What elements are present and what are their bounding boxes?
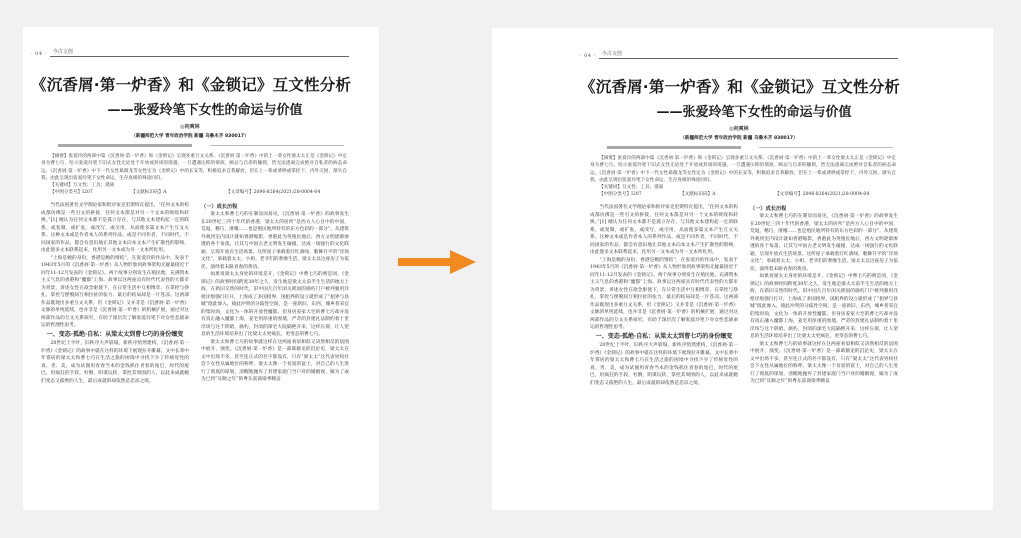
document-page-processed [492, 28, 993, 510]
classification-number: 【中图分类号】I207 [599, 192, 642, 198]
body-columns [31, 202, 349, 385]
body-column-left [590, 204, 738, 387]
header-rule [599, 51, 898, 59]
body-paragraph: 20世纪上半叶，旧秩序大声崩塌，新秩序悄然建构，《沉香屑·第一炉香》《金锁记》的故事中就在这样的环境下展现拉开帷幕，文中长辈中年寡居的梁太太和曹七巧在生活之旅的困境中寻找下少了传统母性的真、善、美，成为试图用青春当本的金钱抓住青春的尾巴，时代的尾巴，用疯狂的手段，枉倒，阴谋玩转，掌控其周围的人，以此来成就她们变态又孤绝的人生，最后成就的却依然是悲凉之境。 [590, 343, 738, 386]
section-heading: 一、变态·孤绝·自私：从梁太太到曹七巧的身份嬗变 [595, 332, 733, 340]
body-paragraph: 当代法国著名文学理论家和批评家克里斯特瓦提出，“任何文本的构成都仿佛是一些引文的拼接，任何文本都是对另一个文本的吸收和转换。”[1] 她认为任何文本都不是孤立存在，与其他文本建构起一定的联系，或复制，或扩张，或改写，或引用，从而使多篇文本产生互文关系。这种文本或是作者本人的系列作品，或是不同作者、不同时代、不同国家的作品，都会有意识地让其他文本向本文本产生扩散性的影响，由此使多文本联系起来，化用另一文本成为另一文本所化用。 [590, 205, 738, 256]
subsection-heading: （一）成长历程 [750, 206, 787, 213]
page-number: · 04 · [31, 51, 47, 57]
thick-divider [607, 146, 741, 149]
body-paragraph: 梁太太和曹七巧的在制显而易见，《沉香屑·第一炉香》的故事发生在20世纪三四十年代的香港，梁太太的居所“是西方人心目中的中国，荒诞，精巧，滑稽……也是殖民地所特有的东方色彩的一部分”。从建筑外观到室内设计就如香港缩影，香港此为英殖民地后，西方文明逐渐渗透的各个角落，让其与中国古老文明发生碰撞，达成一场强行的文化联通，呈现开放式生活场景。这所屋子承载着灯红酒绿，歌舞升平的“洋场文化”，承载着太太、小姐、老爷们的奢靡生活，梁太太以这座房子为依托，演绎着末路青春的黄昏。 [201, 212, 349, 270]
page-sheet [580, 45, 901, 387]
running-head [31, 43, 349, 57]
body-paragraph: 梁太太和曹七巧的故事就这样在这两座看似相似又决然相反的氛围中展开，演变。《沉香屑·第一炉香》是一部葛薇龙的沉沦史，梁太太在文中出场不多，甚至连正式的名字都没有，只有“梁太太”这代表男权社会下女性从属地位的称呼。梁太太像一个贫富的富士，对自己的人生进行了彻底的谋划，清醒地抛弃了封建家庭门当户对的婚姻观，嫁为了成为已到“耳顺之年”的粤东富商梁季腾妾 [750, 341, 898, 385]
thin-divider [210, 145, 344, 146]
classification-row [580, 191, 898, 198]
page-number: · 04 · [580, 53, 596, 59]
document-code: 【文献标识码】A [131, 190, 167, 196]
body-column-right [201, 202, 349, 385]
thin-divider [759, 147, 893, 148]
body-paragraph: 如果说梁太太身处的环境是开，《金锁记》中曹七巧的则是闭，《金锁记》的故事时间跨度30年之久，发生地是梁太太前半生生活的地方上海，在新旧交替的时代，旧中国几百年闭关锁国的腐朽门户被列强用洋枪洋炮强行打开，上海成了多国租界，国租界的设立就形成了“租界与县城”既此渗入，彼此冲突的分歧性空间，是一座新旧，东西，城乡普采宜的集时尚，文化为一体的开放性魔都。但身居姜家大宅的曹七巧却并没有真正融入魔都上海，姜宅用厚重的围墙，严苛的封建礼法制约着十里洋场与这个阴暗，腐朽，封闭的深宅大院隔绝开来，这样压抑，让人窒息的生活环境培养出了比梁太太更疯狂，更变态的曹七巧。 [750, 274, 898, 340]
section-heading: 一、变态·孤绝·自私：从梁太太到曹七巧的身份嬗变 [46, 330, 184, 338]
running-head [580, 45, 898, 59]
journal-name: 今古文创 [52, 49, 73, 55]
right-arrow-icon [398, 250, 476, 274]
divider-rules [580, 146, 898, 149]
author-affiliation: （新疆师范大学 青年政治学院 新疆 乌鲁木齐 830017） [680, 136, 798, 141]
classification-row [31, 189, 349, 196]
body-paragraph: “上海是她的身份，香港是她的情结”，在张爱玲的作品中，发表于1943年5月的《沉香屑·第一炉香》从人物形象到故事架构无疑最接近于同年11-12月发表的《金锁记》。两个故事分别发生在殖民地、充满资本主义气息的香港和“魔都”上海。故事以这两座具有时代代表性的大都市为背景，讲述女性在欲念驱使下，在日常生活中互相博弈、在掌控与挣扎、掌控与摆脱间互相拉扯的张力、最后的结局却是一片苍凉。这两部作品既现出多重互文关系，但《金锁记》又并非是《沉香屑·第一炉香》文脉的单纯延续，也并非是《沉香屑·第一炉香》的机械扩展，通过对这两部作品的互文关系探究，有助于深层次了解张爱玲笔下对女性悲剧命运的哲理性思考。 [590, 257, 738, 331]
article-number: 【文章编号】2096-8264(2021)28-0004-04 [226, 190, 321, 196]
thick-divider [58, 144, 192, 147]
body-column-left [41, 202, 189, 385]
classification-number: 【中图分类号】I207 [50, 190, 93, 196]
author-name: ◎向爽林 [180, 124, 200, 130]
body-column-right [750, 204, 898, 387]
keywords-row [580, 184, 898, 191]
header-rule [50, 49, 349, 57]
keywords: 【关键词】互文性；工具；遁离 [599, 185, 664, 191]
article-title: 《沉香屑·第一炉香》和《金锁记》互文性分析 [580, 78, 901, 96]
keywords: 【关键词】互文性；工具；遁离 [50, 183, 115, 189]
body-paragraph: 20世纪上半叶，旧秩序大声崩塌，新秩序悄然建构，《沉香屑·第一炉香》《金锁记》的故事中就在这样的环境下展现拉开帷幕，文中长辈中年寡居的梁太太和曹七巧在生活之旅的困境中寻找下少了传统母性的真、善、美，成为试图用青春当本的金钱抓住青春的尾巴，时代的尾巴，用疯狂的手段，枉倒，阴谋玩转，掌控其周围的人，以此来成就她们变态又孤绝的人生，最后成就的却依然是悲凉之境。 [41, 341, 189, 384]
keywords-row [31, 182, 349, 189]
abstract: 【摘要】张爱玲的两部中篇《沉香屑·第一炉香》和《金锁记》呈现多重互文关系。《沉香屑·第一炉香》中的上一辈女性梁太太正是《金锁记》中定身为曹七巧，哈示张爱玲笔下旧式女性无论处于开放或封闭的境遇，一旦遭遇压抑的情欲、顾忌与自虐的枷锁，皆无法逃离完成绝对自私者的病态命运。《沉香屑·第一炉香》中下一代女性葛薇龙等女性定为《金锁记》中的长安等，积极追求自我解放，但在上一辈或诱哄或掌控下，内外交困，渐失自我。由此呈现出张爱玲笔下女性命运，生存真相的殊途同归。 [41, 154, 347, 181]
body-paragraph: 梁太太和曹七巧的故事就这样在这两座看似相似又决然相反的氛围中展开，演变。《沉香屑·第一炉香》是一部葛薇龙的沉沦史，梁太太在文中出场不多，甚至连正式的名字都没有，只有“梁太太”这代表男权社会下女性从属地位的称呼。梁太太像一个贫富的富士，对自己的人生进行了彻底的谋划，清醒地抛弃了封建家庭门当户对的婚姻观，嫁为了成为已到“耳顺之年”的粤东富商梁季腾妾 [201, 339, 349, 383]
journal-name: 今古文创 [601, 51, 622, 57]
author-affiliation: （新疆师范大学 青年政治学院 新疆 乌鲁木齐 830017） [131, 134, 249, 139]
subsection-heading: （一）成长历程 [201, 204, 238, 211]
document-page-original [23, 27, 379, 510]
body-paragraph: 如果说梁太太身处的环境是开，《金锁记》中曹七巧的则是闭，《金锁记》的故事时间跨度30年之久，发生地是梁太太前半生生活的地方上海，在新旧交替的时代，旧中国几百年闭关锁国的腐朽门户被列强用洋枪洋炮强行打开，上海成了多国租界，国租界的设立就形成了“租界与县城”既此渗入，彼此冲突的分歧性空间，是一座新旧，东西，城乡普采宜的集时尚，文化为一体的开放性魔都。但身居姜家大宅的曹七巧却并没有真正融入魔都上海，姜宅用厚重的围墙，严苛的封建礼法制约着十里洋场与这个阴暗，腐朽，封闭的深宅大院隔绝开来，这样压抑，让人窒息的生活环境培养出了比梁太太更疯狂，更变态的曹七巧。 [201, 272, 349, 338]
article-number: 【文章编号】2096-8264(2021)28-0004-04 [775, 192, 870, 198]
document-code: 【文献标识码】A [680, 192, 716, 198]
body-paragraph: 梁太太和曹七巧的在制显而易见，《沉香屑·第一炉香》的故事发生在20世纪三四十年代的香港，梁太太的居所“是西方人心目中的中国，荒诞，精巧，滑稽……也是殖民地所特有的东方色彩的一部分”。从建筑外观到室内设计就如香港缩影，香港此为英殖民地后，西方文明逐渐渗透的各个角落，让其与中国古老文明发生碰撞，达成一场强行的文化联通，呈现开放式生活场景。这所屋子承载着灯红酒绿，歌舞升平的“洋场文化”，承载着太太、小姐、老爷们的奢靡生活，梁太太以这座房子为依托，演绎着末路青春的黄昏。 [750, 214, 898, 272]
body-columns [580, 204, 898, 387]
abstract: 【摘要】张爱玲的两部中篇《沉香屑·第一炉香》和《金锁记》呈现多重互文关系。《沉香屑·第一炉香》中的上一辈女性梁太太正是《金锁记》中定身为曹七巧，哈示张爱玲笔下旧式女性无论处于开放或封闭的境遇，一旦遭遇压抑的情欲、顾忌与自虐的枷锁，皆无法逃离完成绝对自私者的病态命运。《沉香屑·第一炉香》中下一代女性葛薇龙等女性定为《金锁记》中的长安等，积极追求自我解放，但在上一辈或诱哄或掌控下，内外交困，渐失自我。由此呈现出张爱玲笔下女性命运，生存真相的殊途同归。 [590, 156, 896, 183]
divider-rules [31, 144, 349, 147]
page-sheet [31, 43, 352, 385]
article-subtitle: ——张爱玲笔下女性的命运与价值 [107, 103, 303, 118]
article-title: 《沉香屑·第一炉香》和《金锁记》互文性分析 [31, 76, 352, 94]
body-paragraph: “上海是她的身份，香港是她的情结”，在张爱玲的作品中，发表于1943年5月的《沉香屑·第一炉香》从人物形象到故事架构无疑最接近于同年11-12月发表的《金锁记》。两个故事分别发生在殖民地、充满资本主义气息的香港和“魔都”上海。故事以这两座具有时代代表性的大都市为背景，讲述女性在欲念驱使下，在日常生活中互相博弈、在掌控与挣扎、掌控与摆脱间互相拉扯的张力、最后的结局却是一片苍凉。这两部作品既现出多重互文关系，但《金锁记》又并非是《沉香屑·第一炉香》文脉的单纯延续，也并非是《沉香屑·第一炉香》的机械扩展，通过对这两部作品的互文关系探究，有助于深层次了解张爱玲笔下对女性悲剧命运的哲理性思考。 [41, 255, 189, 329]
body-paragraph: 当代法国著名文学理论家和批评家克里斯特瓦提出，“任何文本的构成都仿佛是一些引文的拼接，任何文本都是对另一个文本的吸收和转换。”[1] 她认为任何文本都不是孤立存在，与其他文本建构起一定的联系，或复制，或扩张，或改写，或引用，从而使多篇文本产生互文关系。这种文本或是作者本人的系列作品，或是不同作者、不同时代、不同国家的作品，都会有意识地让其他文本向本文本产生扩散性的影响，由此使多文本联系起来，化用另一文本成为另一文本所化用。 [41, 203, 189, 254]
article-subtitle: ——张爱玲笔下女性的命运与价值 [656, 105, 852, 120]
author-name: ◎向爽林 [729, 126, 749, 132]
